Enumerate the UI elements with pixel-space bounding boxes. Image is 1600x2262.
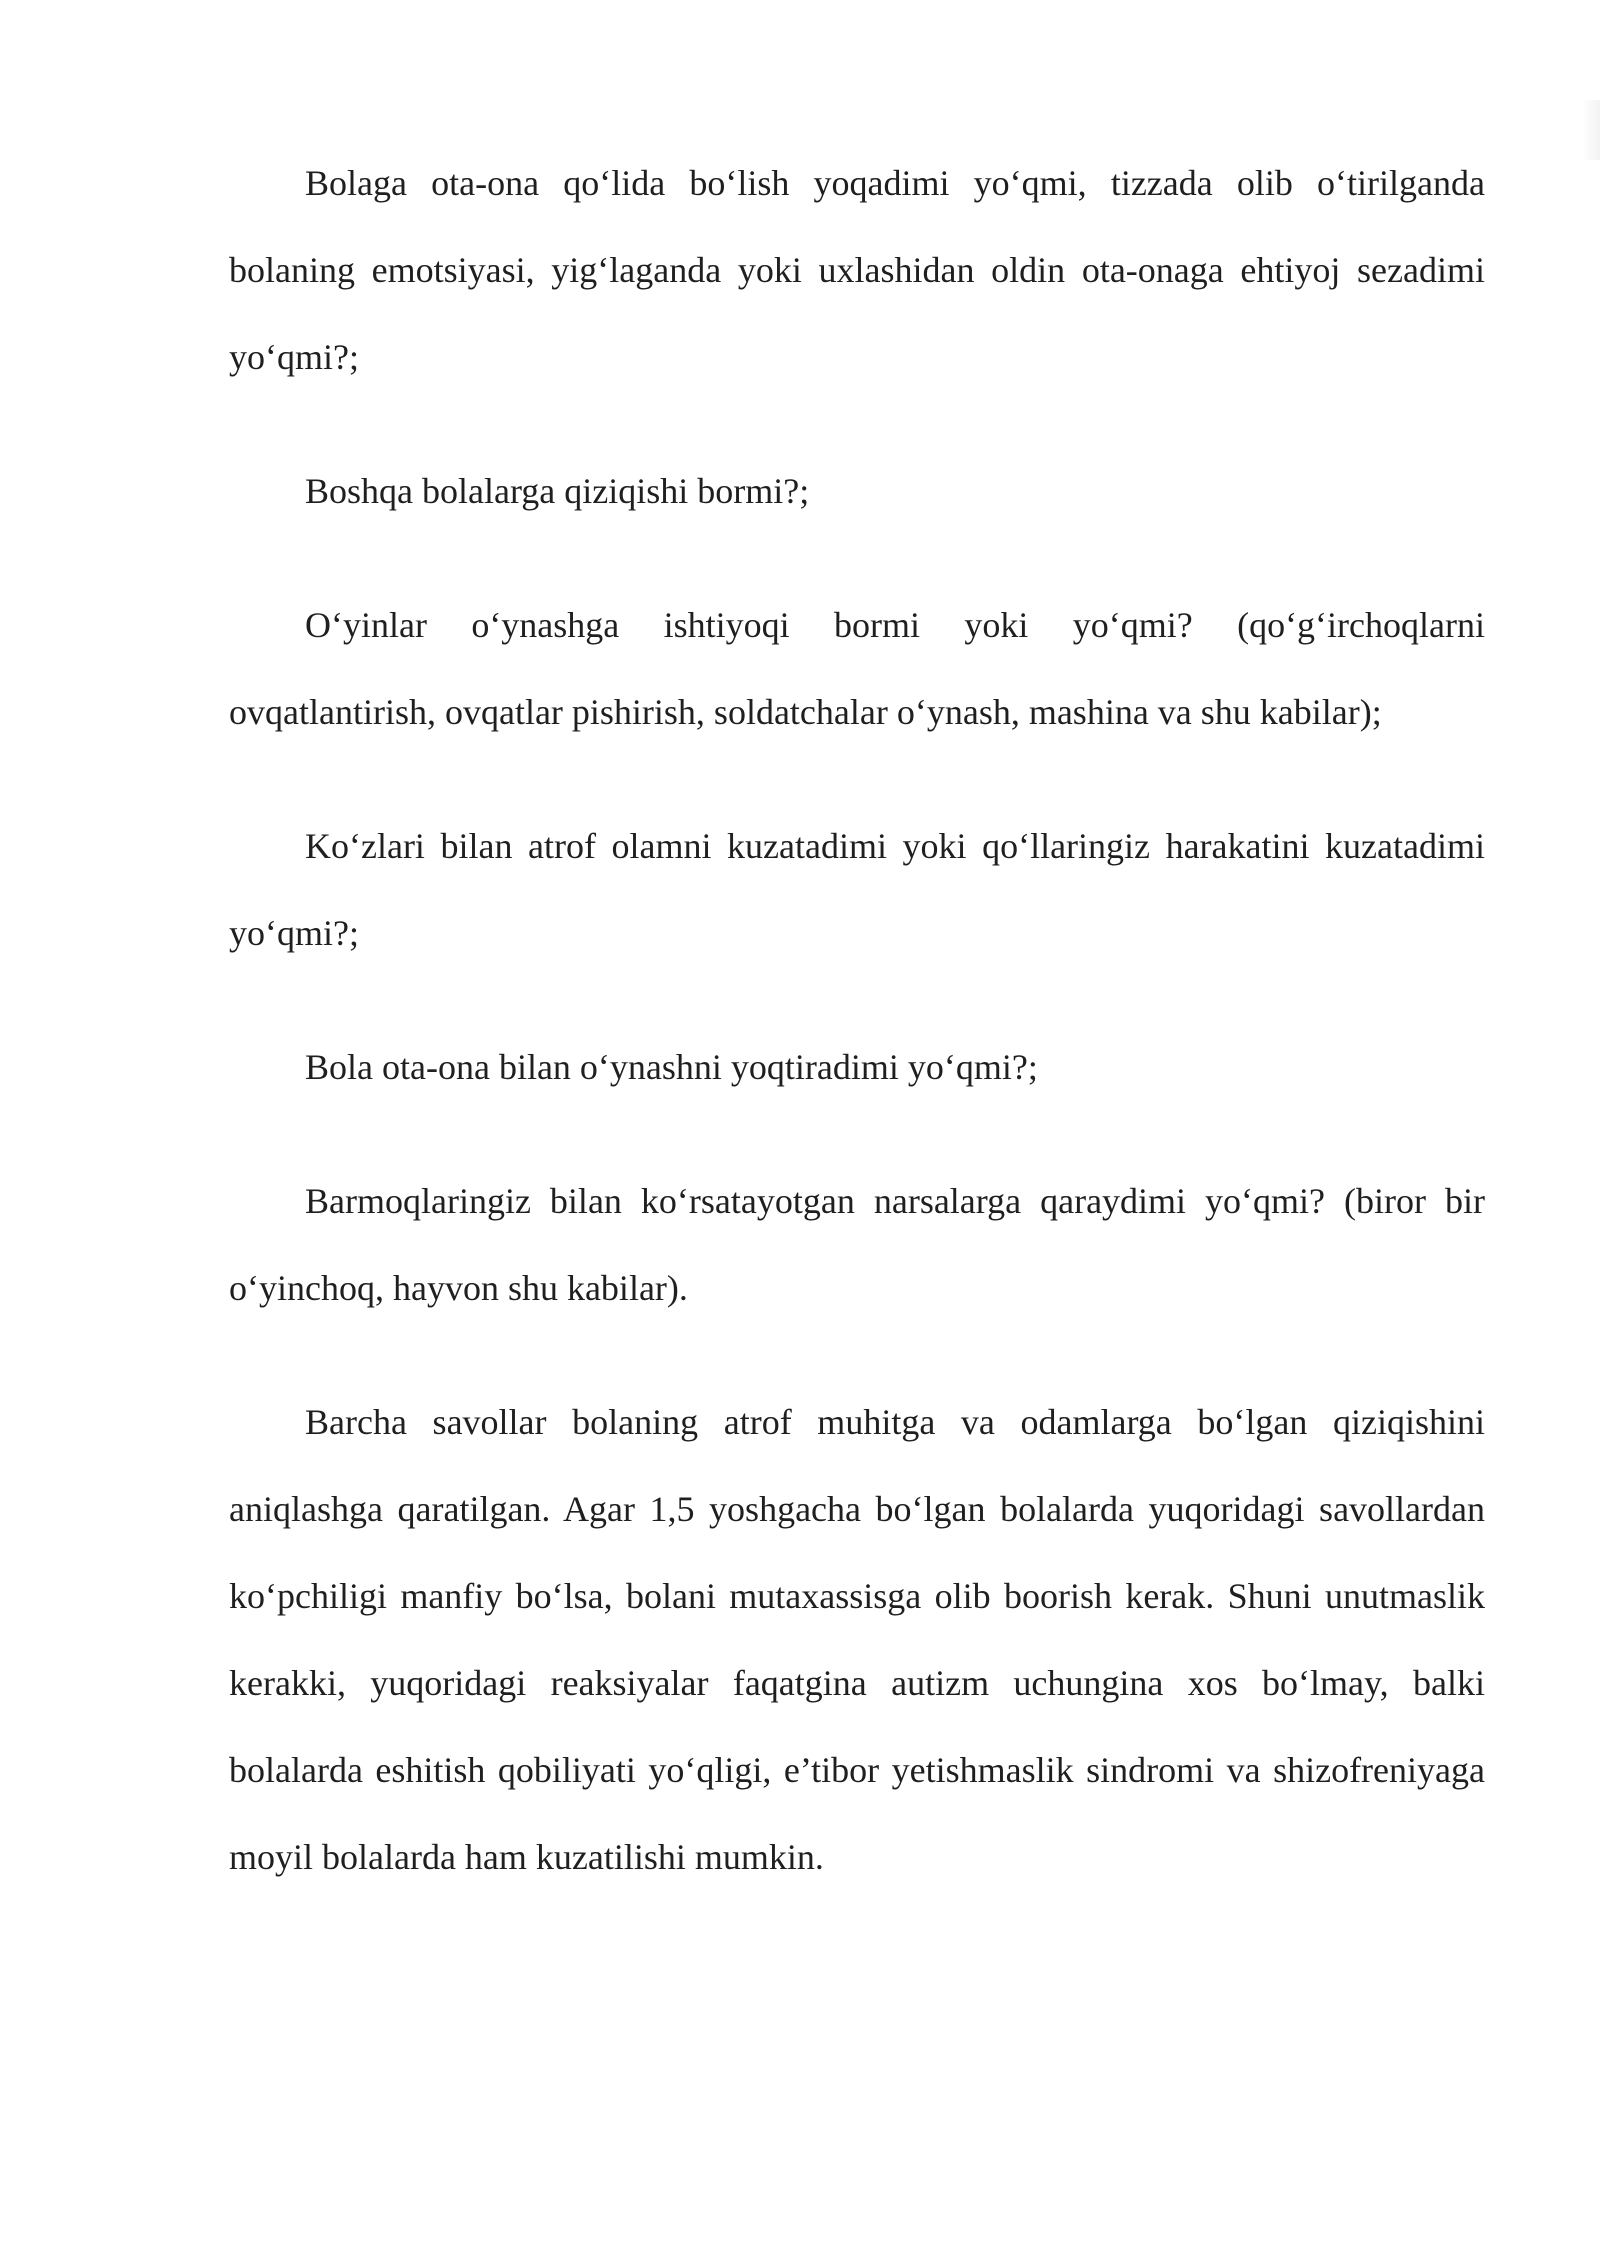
page-edge-shadow <box>1582 100 1600 160</box>
paragraph-conclusion: Barcha savollar bolaning atrof muhitga va odamlarga bo‘lgan qiziqishini aniqlashga qaratilgan. Agar 1,5 yoshgacha bo‘lgan bolalarda yuqoridagi savollardan ko‘pchiligi manfiy bo‘lsa, bolani mutaxassisga olib boorish kerak. Shuni unutmaslik kerakki, yuqoridagi reaksiyalar faqatgina autizm uchungina xos bo‘lmay, balki bolalarda eshitish qobiliyati yo‘qligi, e’tibor yetishmaslik sindromi va shizofreniyaga moyil bolalarda ham kuzatilishi mumkin. <box>229 1402 1485 1877</box>
paragraph-play-interest: O‘yinlar o‘ynashga ishtiyoqi bormi yoki yo‘qmi? (qo‘g‘irchoqlarni ovqatlantirish, ovqatlar pishirish, soldatchalar o‘ynash, mashina va shu kabilar); <box>229 605 1485 732</box>
paragraph-interest-in-children: Boshqa bolalarga qiziqishi bormi?; <box>305 471 810 511</box>
paragraph-eye-tracking: Ko‘zlari bilan atrof olamni kuzatadimi yoki qo‘llaringiz harakatini kuzatadimi yo‘qmi?; <box>229 826 1485 953</box>
paragraph-pointing: Barmoqlaringiz bilan ko‘rsatayotgan narsalarga qaraydimi yo‘qmi? (biror bir o‘yinchoq, hayvon shu kabilar). <box>229 1181 1485 1308</box>
paragraph-parent-holding: Bolaga ota-ona qo‘lida bo‘lish yoqadimi yo‘qmi, tizzada olib o‘tirilganda bolaning emotsiyasi, yig‘laganda yoki uxlashidan oldin ota-onaga ehtiyoj sezadimi yo‘qmi?; <box>229 163 1485 377</box>
document-body <box>229 140 1485 1901</box>
paragraph-play-with-parents: Bola ota-ona bilan o‘ynashni yoqtiradimi yo‘qmi?; <box>305 1047 1038 1087</box>
